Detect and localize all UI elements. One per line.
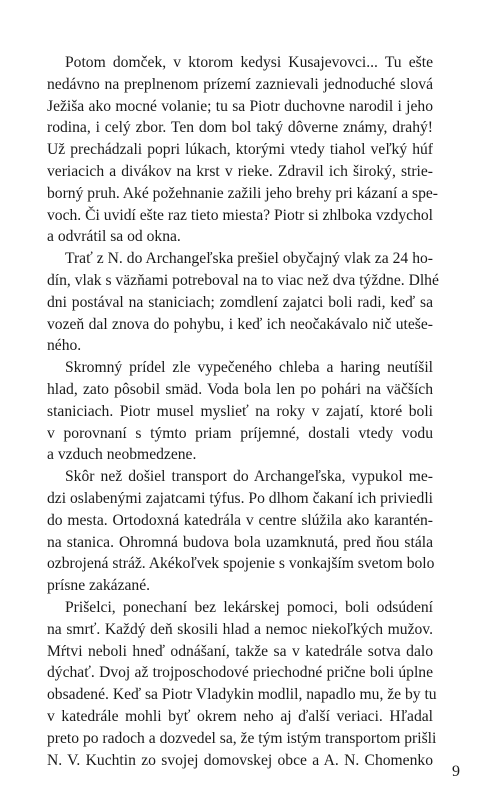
text-line: hlad, zato pôsobil smäd. Voda bola len po pohári na väčších — [47, 380, 433, 398]
text-line: ozbrojená stráž. Akékoľvek spojenie s vonkajším svetom bolo — [47, 555, 435, 573]
text-line: Prišelci, ponechaní bez lekárskej pomoci, boli odsúdení — [65, 598, 433, 616]
text-line: vozeň dal znova do pohybu, i keď ich neočakávalo nič utešе- — [47, 315, 433, 333]
text-line: dzi oslabenými zajatcami týfus. Po dlhom čakaní ich priviedli — [47, 489, 433, 507]
text-line: voch. Či uvidí ešte raz tieto miesta? Piotr si zhlboka vzdychol — [47, 206, 433, 224]
text-line: dni postával na staniciach; zomdlení zajatci boli radi, keď sa — [47, 293, 433, 311]
text-line: Trať z N. do Archangeľska prešiel obyčajný vlak za 24 ho- — [65, 250, 433, 268]
text-line: Skôr než došiel transport do Archangeľska, vypukol me- — [65, 468, 433, 486]
paragraph — [47, 597, 437, 771]
text-line: na smrť. Každý deň skosili hlad a nemoc niekoľkých mužov. — [47, 620, 433, 638]
text-line: preto po radoch a dozvedel sa, že tým istým transportom prišli — [47, 729, 437, 747]
text-line: do mesta. Ortodoxná katedrála v centre slúžila ako karantén- — [47, 511, 433, 529]
paragraph — [47, 248, 439, 357]
text-line: rodina, i celý zbor. Ten dom bol taký dôverne známy, drahý! — [47, 119, 433, 137]
text-line: ného. — [47, 337, 82, 355]
text-line: veriacich a divákov na krst v rieke. Zdravil ich široký, strie- — [47, 162, 433, 180]
text-line: Potom domček, v ktorom kedysi Kusajevovci... Tu ešte — [65, 54, 433, 71]
text-line: dín, vlak s väzňami potreboval na to viac než dva týždne. Dlhé — [47, 271, 439, 289]
text-line: prísne zakázané. — [47, 577, 151, 595]
paragraph — [47, 466, 433, 597]
text-line: Skromný prídel zle vypečeného chleba a haring neutíšil — [65, 359, 433, 377]
text-line: na stanica. Ohromná budova bola uzamknutá, pred ňou stála — [47, 533, 433, 551]
text-line: nedávno na preplnenom prízemí zaznievali jednoduché slová — [47, 75, 433, 93]
text-line: staniciach. Piotr musel myslieť na roky v zajatí, ktoré boli — [47, 402, 433, 420]
page-number: 9 — [452, 763, 460, 780]
body-text — [47, 52, 439, 771]
text-line: borný pruh. Aké požehnanie zažili jeho brehy pri kázaní a spe- — [47, 184, 438, 202]
text-line: a odvrátil sa od okna. — [47, 228, 181, 246]
text-line: obsadené. Keď sa Piotr Vladykin modlil, napadlo mu, že by tu — [47, 686, 437, 704]
text-line: a vzduch neobmedzene. — [47, 446, 197, 464]
text-line: N. V. Kuchtin zo svojej domovskej obce a A. N. Chomenko — [47, 751, 433, 769]
text-line: Mŕtvi neboli hneď odnášaní, takže sa v katedrále sotva dalo — [47, 642, 433, 660]
text-line: dýchať. Dvoj až trojposchodové priechodné prične boli úplne — [47, 664, 433, 682]
text-line: v porovnaní s týmto priam príjemné, dostali vtedy vodu — [47, 424, 433, 442]
text-line: v katedrále mohli byť okrem neho aj ďalší veriaci. Hľadal — [47, 707, 433, 725]
paragraph — [47, 52, 438, 248]
text-line: Ježiša ako mocné volanie; tu sa Piotr duchovne narodil i jeho — [47, 97, 433, 115]
paragraph — [47, 357, 433, 466]
text-line: Už prechádzali popri lúkach, ktorými vtedy tiahol veľký húf — [47, 141, 433, 159]
